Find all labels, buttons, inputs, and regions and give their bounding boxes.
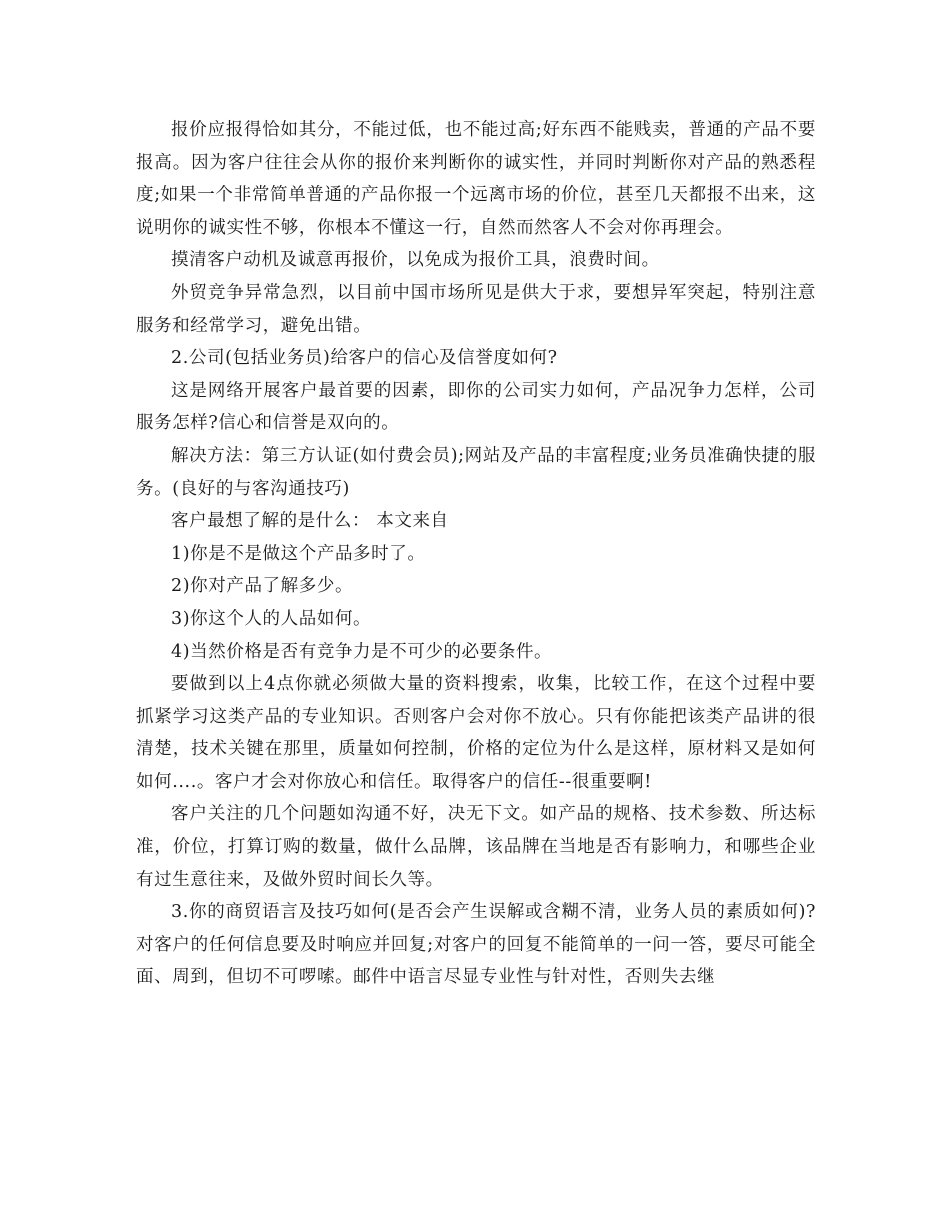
paragraph-client-wants: 客户最想了解的是什么： 本文来自 bbox=[171, 511, 449, 532]
paragraph-client-motive: 摸清客户动机及诚意再报价，以免成为报价工具，浪费时间。 bbox=[171, 250, 660, 271]
paragraph-heading-3: 3.你的商贸语言及技巧如何(是否会产生误解或含糊不清，业务人员的素质如何)? 对客户的任何信息要及时响应并回复;对客户的回复不能简单的一问一答，要尽可能全面、周到，但切不可啰嗦。邮件中语言尽显专业性与针对性，否则失去继 bbox=[136, 902, 816, 988]
paragraph-solution: 解决方法：第三方认证(如付费会员);网站及产品的丰富程度;业务员准确快捷的服务。(良好的与客沟通技巧) bbox=[136, 445, 816, 499]
paragraph-research: 要做到以上4点你就必须做大量的资料搜索，收集，比较工作，在这个过程中要抓紧学习这类产品的专业知识。否则客户会对你不放心。只有你能把该类产品讲的很清楚，技术关键在那里，质量如何控制，价格的定位为什么是这样，原材料又是如何如何....。客户才会对你放心和信任。取得客户的信任--很重要啊! bbox=[136, 674, 816, 792]
document-body bbox=[136, 114, 816, 994]
paragraph-client-concerns: 客户关注的几个问题如沟通不好，决无下文。如产品的规格、技术参数、所达标准，价位，打算订购的数量，做什么品牌，该品牌在当地是否有影响力，和哪些企业有过生意往来，及做外贸时间长久等。 bbox=[136, 804, 816, 890]
paragraph-company-strength: 这是网络开展客户最首要的因素，即你的公司实力如何，产品况争力怎样，公司服务怎样?信心和信誉是双向的。 bbox=[136, 380, 816, 434]
list-item-4: 4)当然价格是否有竞争力是不可少的必要条件。 bbox=[171, 641, 553, 662]
list-item-1: 1)你是不是做这个产品多时了。 bbox=[171, 543, 426, 564]
paragraph-quote-pricing: 报价应报得恰如其分，不能过低，也不能过高;好东西不能贱卖，普通的产品不要报高。因为客户往往会从你的报价来判断你的诚实性，并同时判断你对产品的熟悉程度;如果一个非常简单普通的产品你报一个远离市场的价位，甚至几天都报不出来，这说明你的诚实性不够，你根本不懂这一行，自然而然客人不会对你再理会。 bbox=[136, 120, 816, 238]
list-item-2: 2)你对产品了解多少。 bbox=[171, 576, 354, 597]
paragraph-heading-2: 2.公司(包括业务员)给客户的信心及信誉度如何? bbox=[171, 348, 558, 369]
paragraph-competition: 外贸竞争异常急烈，以目前中国市场所见是供大于求，要想异军突起，特别注意服务和经常学习，避免出错。 bbox=[136, 282, 816, 336]
list-item-3: 3)你这个人的人品如何。 bbox=[171, 608, 372, 629]
